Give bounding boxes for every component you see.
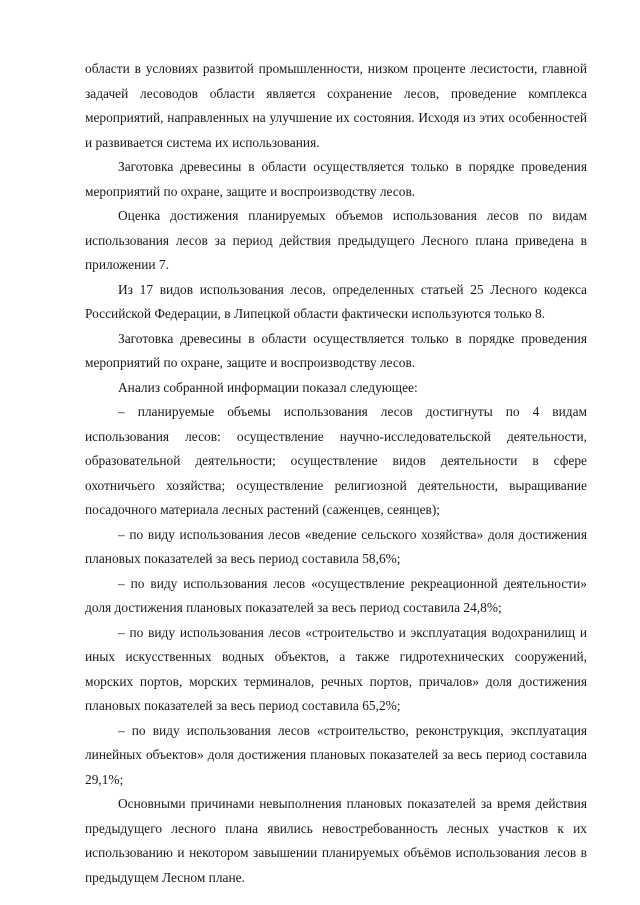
paragraph-assessment: Оценка достижения планируемых объемов использования лесов по видам использования лесов за период действия предыдущего Лесного плана приведена в приложении 7.	[85, 208, 587, 272]
list-item-achieved: – планируемые объемы использования лесов достигнуты по 4 видам использования лесов: осуществление научно-исследовательской деятельности, образовательной деятельности; осуществление видов деятельности в сфере охотничьего хозяйства; осуществление религиозной деятельности, выращивание посадочного материала лесных растений (саженцев, сеянцев);	[85, 404, 587, 517]
list-item-linear-objects: – по виду использования лесов «строительство, реконструкция, эксплуатация линейных объектов» доля достижения плановых показателей за весь период составила 29,1%;	[85, 722, 587, 787]
list-item-reservoirs: – по виду использования лесов «строительство и эксплуатация водохранилищ и иных искусственных водных объектов, а также гидротехнических сооружений, морских портов, морских терминалов, речных портов, причалов» доля достижения плановых показателей за весь период составила 65,2%;	[85, 624, 587, 713]
list-item-agriculture: – по виду использования лесов «ведение сельского хозяйства» доля достижения плановых показателей за весь период составила 58,6%;	[85, 526, 587, 566]
paragraph-timber-harvesting-repeat: Заготовка древесины в области осуществляется только в порядке проведения мероприятий по охране, защите и воспроизводству лесов.	[85, 330, 587, 370]
paragraph-usage-types: Из 17 видов использования лесов, определенных статьей 25 Лесного кодекса Российской Федерации, в Липецкой области фактически используются только 8.	[85, 281, 587, 321]
paragraph-continuation: области в условиях развитой промышленности, низком проценте лесистости, главной задачей лесоводов области является сохранение лесов, проведение комплекса мероприятий, направленных на улучшение их состояния. Исходя из этих особенностей и развивается система их использования.	[85, 61, 587, 150]
paragraph-analysis-intro: Анализ собранной информации показал следующее:	[118, 379, 418, 395]
list-item-recreation: – по виду использования лесов «осуществление рекреационной деятельности» доля достижения плановых показателей за весь период составила 24,8%;	[85, 575, 587, 615]
paragraph-conclusion: Основными причинами невыполнения плановых показателей за время действия предыдущего лесного плана явились невостребованность лесных участков к их использованию и некотором завышении планируемых объёмов использования лесов в предыдущем Лесном плане.	[85, 796, 587, 885]
paragraph-timber-harvesting: Заготовка древесины в области осуществляется только в порядке проведения мероприятий по охране, защите и воспроизводству лесов.	[85, 159, 587, 199]
